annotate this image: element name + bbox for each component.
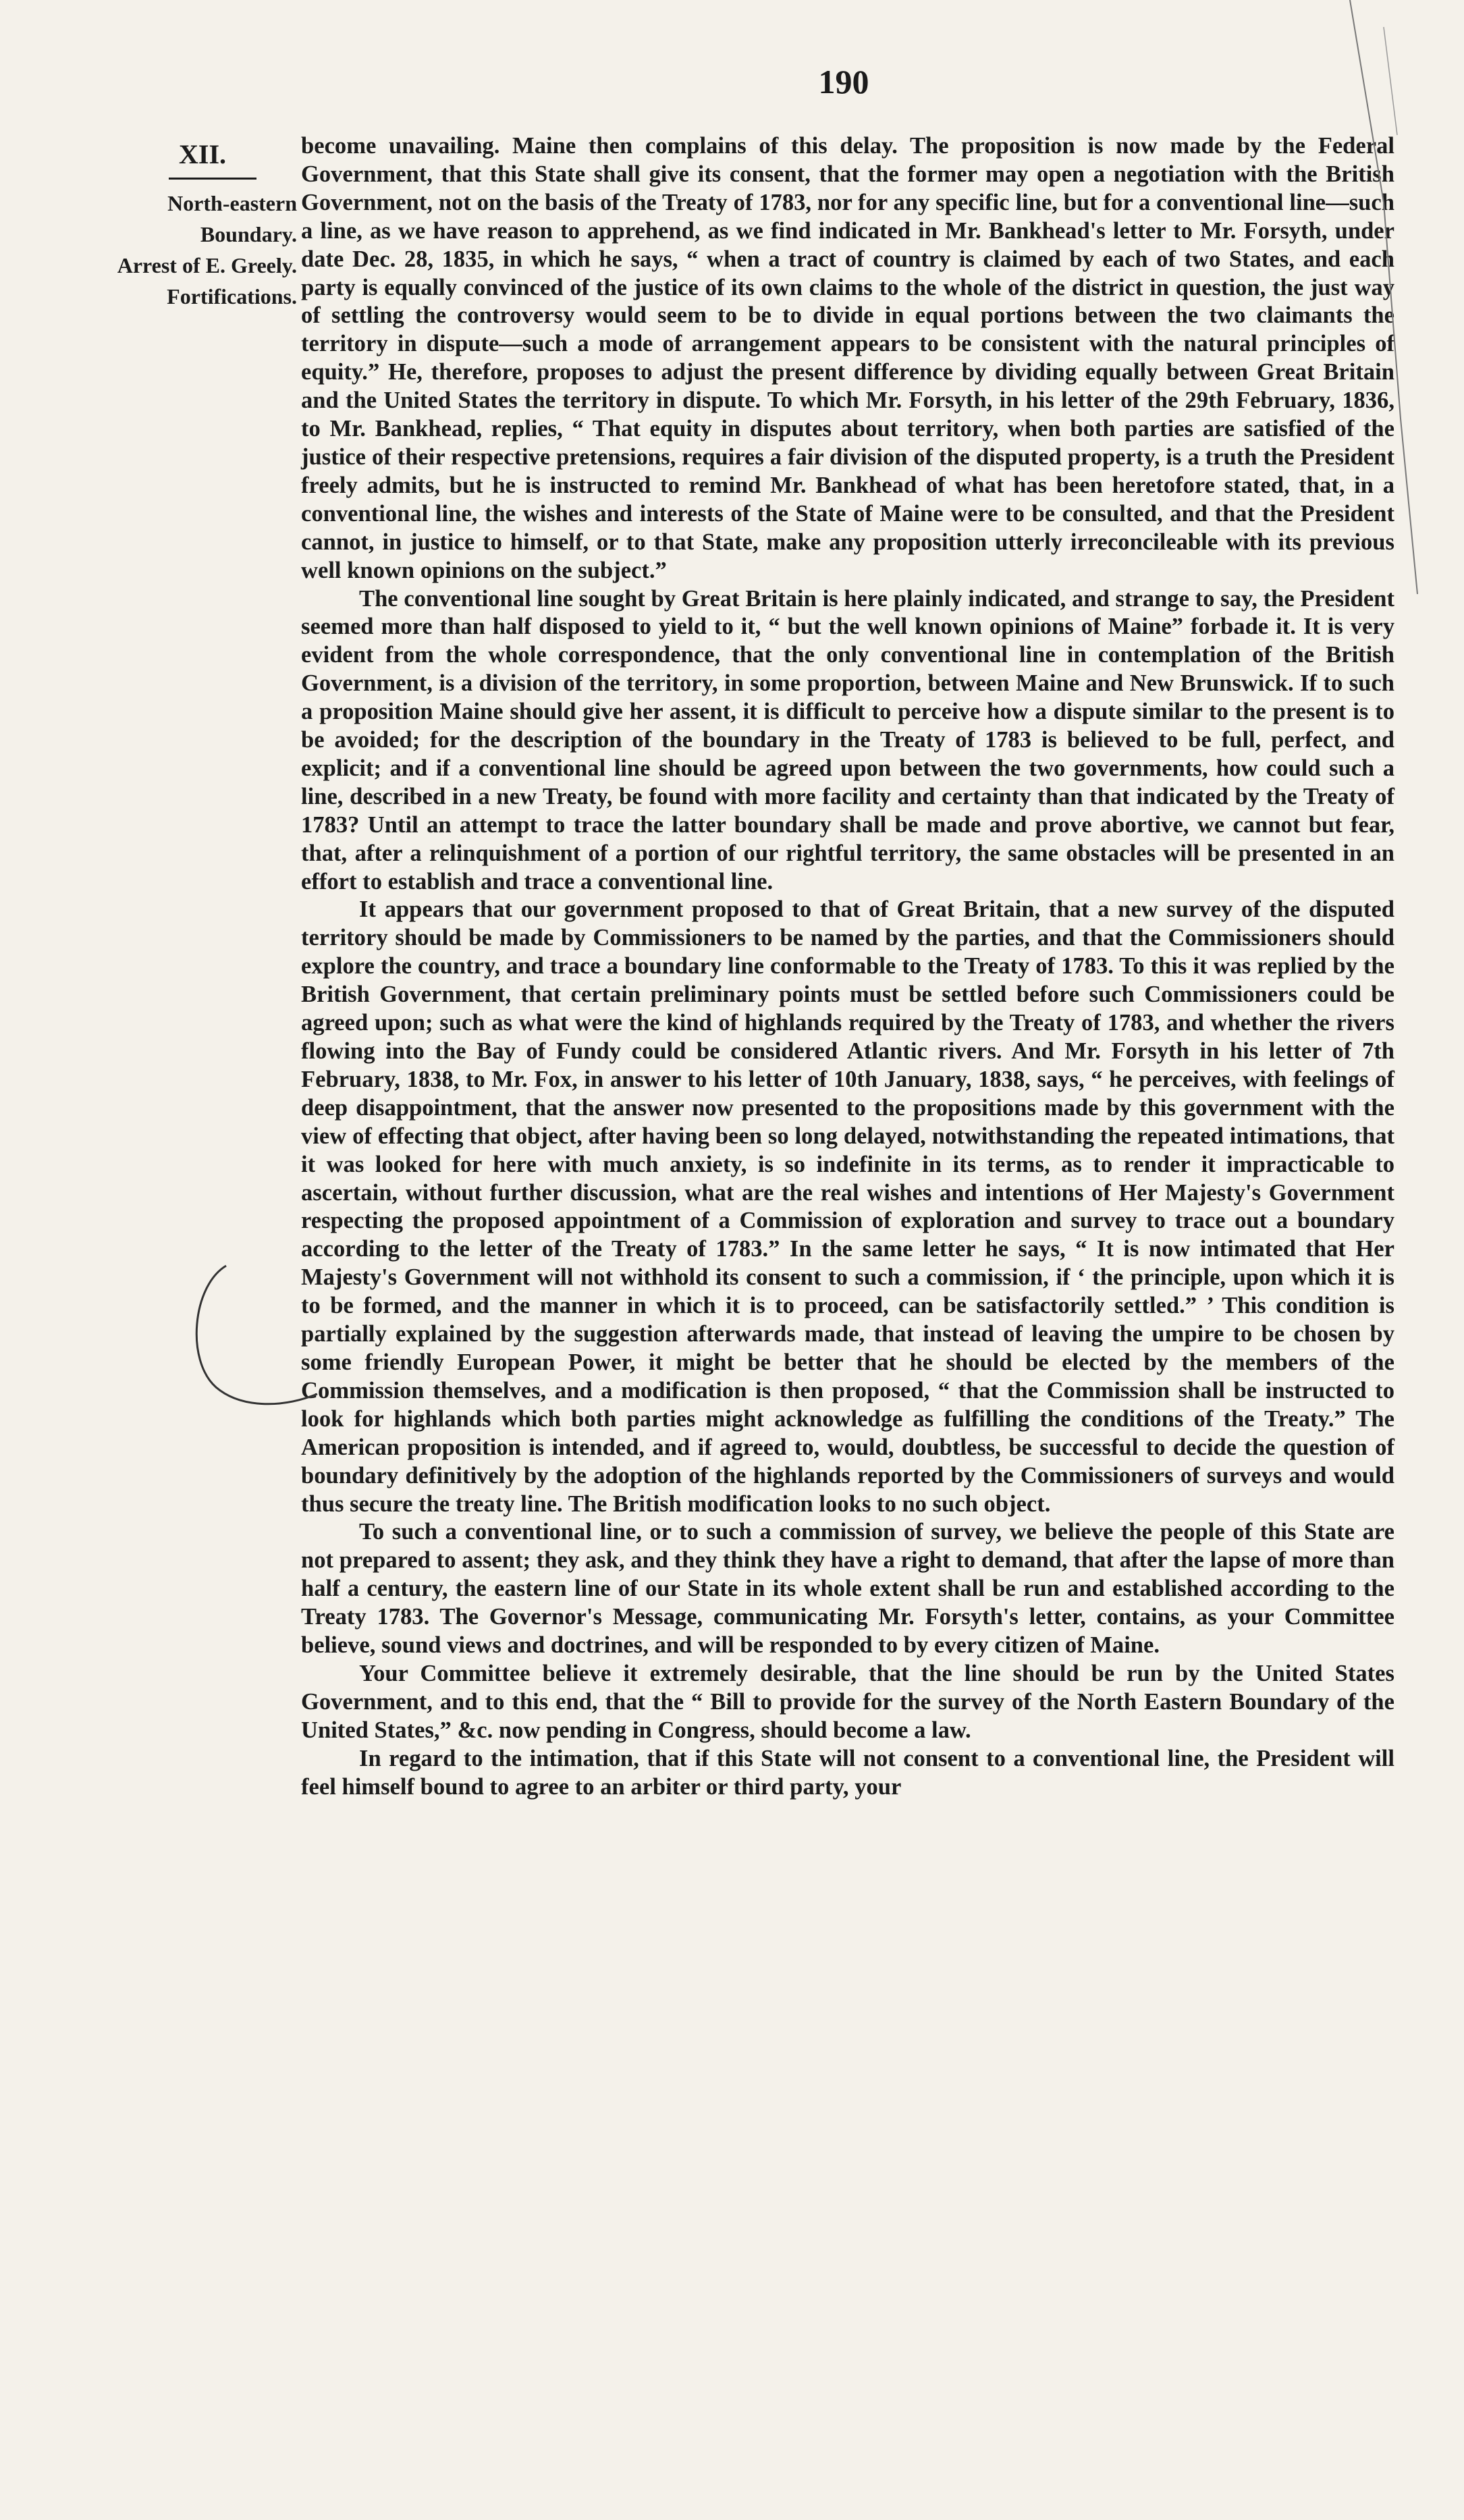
paragraph: Your Committee believe it extremely desirable, that the line should be run by the United States Government, and to this end, that the “ Bill to provide for the survey of the North Eastern Boundary of the United States,” &c. now pending in Congress, should become a law. (301, 1660, 1394, 1743)
page-edge-pencil-marks (1343, 0, 1458, 608)
margin-notes (54, 138, 297, 312)
handwritten-bracket-mark (186, 1259, 321, 1414)
section-rule (169, 178, 256, 180)
body-text (301, 132, 1394, 1801)
paragraph: To such a conventional line, or to such a commission of survey, we believe the people of this State are not prepared to assent; they ask, and they think they have a right to demand, that after the lapse of more than half a century, the eastern line of our State in its whole extent shall be run and established according to the Treaty 1783. The Governor's Message, communicating Mr. Forsyth's letter, contains, as your Committee believe, sound views and doctrines, and will be responded to by every citizen of Maine. (301, 1519, 1394, 1659)
margin-note-north-eastern: North-eastern (167, 191, 297, 215)
margin-note-boundary: Boundary. (200, 222, 297, 246)
margin-note-arrest: Arrest of E. Greely. (117, 253, 297, 277)
page-number: 190 (818, 63, 869, 101)
paragraph: In regard to the intimation, that if this State will not consent to a conventional line, the President will feel himself bound to agree to an arbiter or third party, your (301, 1745, 1394, 1800)
paragraph: The conventional line sought by Great Britain is here plainly indicated, and strange to say, the President seemed more than half disposed to yield to it, “ but the well known opinions of Maine” forbade it. It is very evident from the whole correspondence, that the only conventional line in contemplation of the British Government, is a division of the territory, in some proportion, between Maine and New Brunswick. If to such a proposition Maine should give her assent, it is difficult to perceive how a dispute similar to the present is to be avoided; for the description of the boundary in the Treaty of 1783 is believed to be full, perfect, and explicit; and if a conventional line should be agreed upon between the two governments, how could such a line, described in a new Treaty, be found with more facility and certainty than that indicated by the Treaty of 1783? Until an attempt to trace the latter boundary shall be made and prove abortive, we cannot but fear, that, after a relinquishment of a portion of our rightful territory, the same obstacles will be presented in an effort to establish and trace a conventional line. (301, 585, 1394, 894)
paragraph: It appears that our government proposed to that of Great Britain, that a new survey of the disputed territory should be made by Commissioners to be named by the parties, and that the Commissioners should explore the country, and trace a boundary line conformable to the Treaty of 1783. To this it was replied by the British Government, that certain preliminary points must be settled before such Commissioners could be agreed upon; such as what were the kind of highlands required by the Treaty of 1783, and whether the rivers flowing into the Bay of Fundy could be considered Atlantic rivers. And Mr. Forsyth in his letter of 7th February, 1838, to Mr. Fox, in answer to his letter of 10th January, 1838, says, “ he perceives, with feelings of deep disappointment, that the answer now presented to the propositions made by this government with the view of effecting that object, after having been so long delayed, notwithstanding the repeated intimations, that it was looked for here with much anxiety, is so indefinite in its terms, as to render it impracticable to ascertain, without further discussion, what are the real wishes and intentions of Her Majesty's Government respecting the proposed appointment of a Commission of exploration and survey to trace out a boundary according to the letter of the Treaty of 1783.” In the same letter he says, “ It is now intimated that Her Majesty's Government will not withhold its consent to such a commission, if ‘ the principle, upon which it is to be formed, and the manner in which it is to proceed, can be satisfactorily settled.” ’ This condition is partially explained by the suggestion afterwards made, that instead of leaving the umpire to be chosen by some friendly European Power, it might be better that he should be elected by the members of the Commission themselves, and a modification is then proposed, “ that the Commission shall be instructed to look for highlands which both parties might acknowledge as fulfilling the conditions of the Treaty.” The American proposition is intended, and if agreed to, would, doubtless, be successful to decide the question of boundary definitively by the adoption of the highlands reported by the Commissioners of surveys and would thus secure the treaty line. The British modification looks to no such object. (301, 896, 1394, 1517)
margin-note-fortifications: Fortifications. (167, 284, 297, 309)
section-number: XII. (178, 139, 227, 169)
paragraph: become unavailing. Maine then complains of this delay. The proposition is now made by the Federal Government, that this State shall give its consent, that the former may open a negotiation with the British Government, not on the basis of the Treaty of 1783, nor for any specific line, but for a conventional line—such a line, as we have reason to apprehend, as we find indicated in Mr. Bankhead's letter to Mr. Forsyth, under date Dec. 28, 1835, in which he says, “ when a tract of country is claimed by each of two States, and each party is equally convinced of the justice of its own claims to the whole of the district in question, the just way of settling the controversy would seem to be to divide in equal portions between the two claimants the territory in dispute—such a mode of arrangement appears to be consistent with the natural principles of equity.” He, therefore, proposes to adjust the present difference by dividing equally between Great Britain and the United States the territory in dispute. To which Mr. Forsyth, in his letter of the 29th February, 1836, to Mr. Bankhead, replies, “ That equity in disputes about territory, when both parties are satisfied of the justice of their respective pretensions, requires a fair division of the disputed property, is a truth the President freely admits, but he is instructed to remind Mr. Bankhead of what has been heretofore stated, that, in a conventional line, the wishes and interests of the State of Maine were to be consulted, and that the President cannot, in justice to himself, or to that State, make any proposition utterly irreconcileable with its previous well known opinions on the subject.” (301, 133, 1394, 583)
